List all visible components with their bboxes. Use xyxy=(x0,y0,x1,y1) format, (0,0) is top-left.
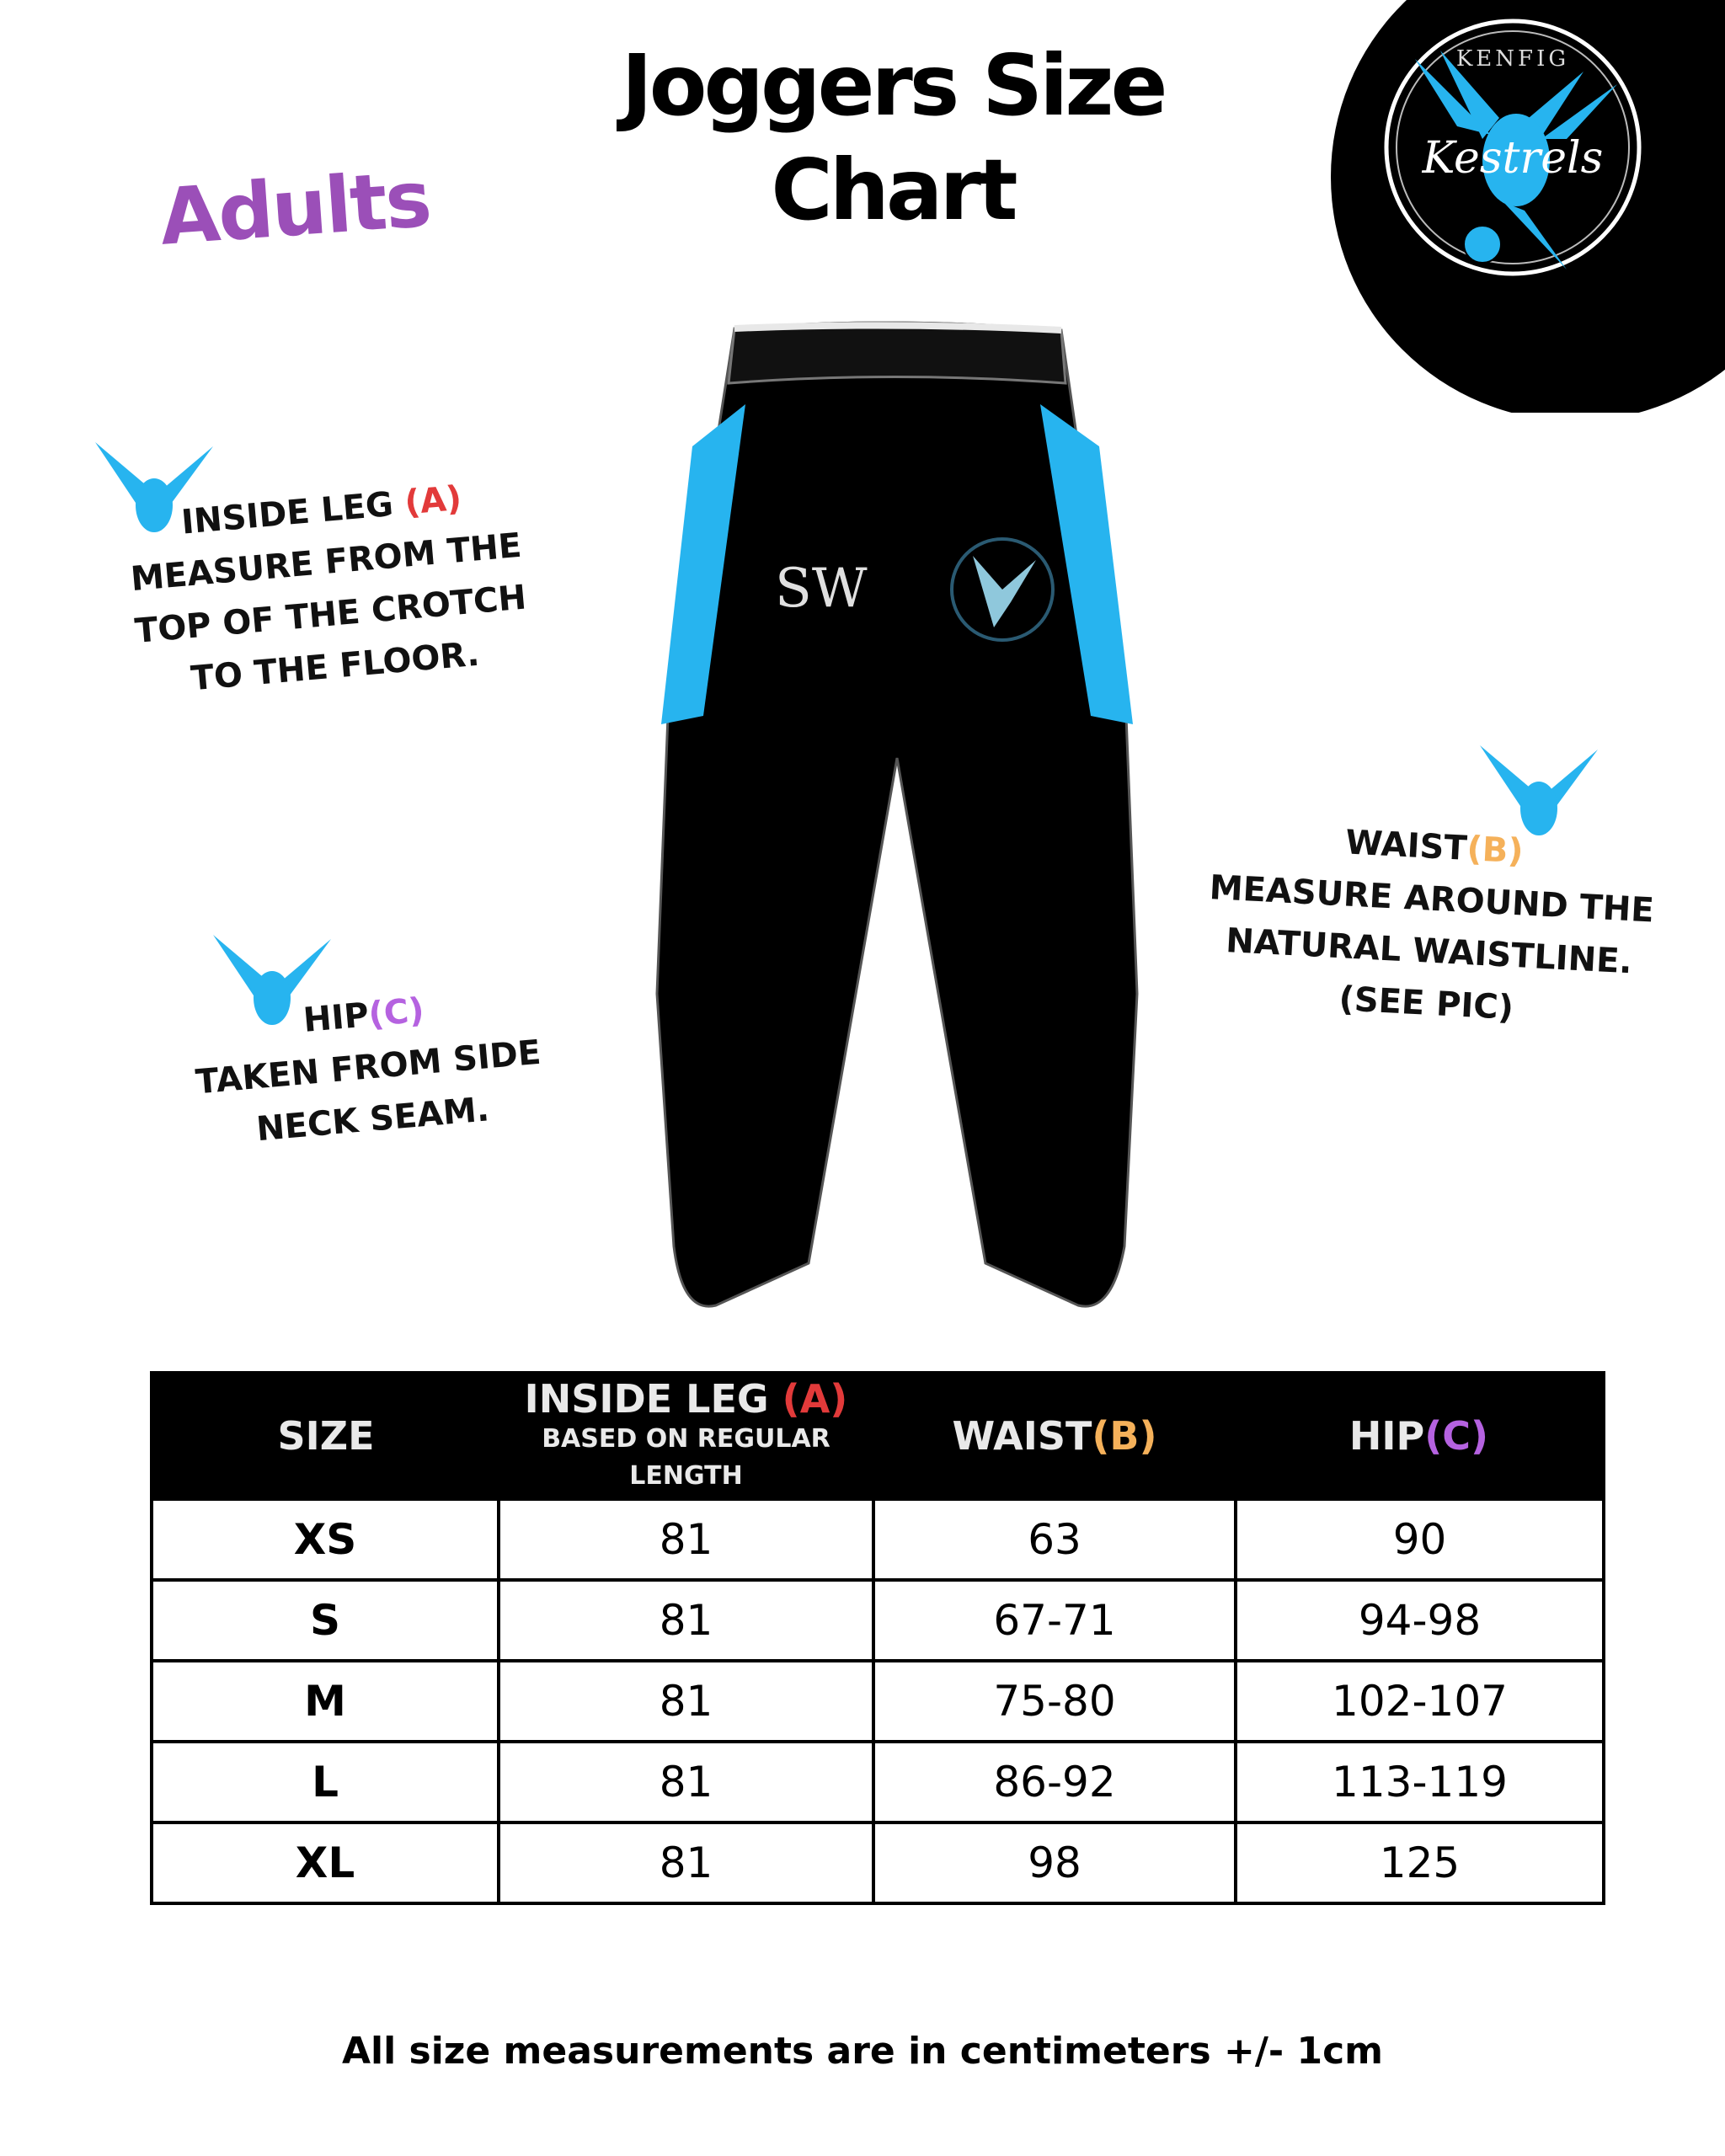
cell-size: XS xyxy=(152,1499,499,1580)
cell-hip: 94-98 xyxy=(1236,1580,1604,1661)
hip-heading: HIP(C) xyxy=(302,990,426,1041)
header-waist: WAIST(B) xyxy=(873,1373,1236,1499)
cell-waist: 86-92 xyxy=(873,1742,1236,1822)
measurement-footnote: All size measurements are in centimeters +/- 1cm xyxy=(341,2030,1384,2073)
logo-top-text: KENFIG xyxy=(1455,46,1570,72)
cell-hip: 125 xyxy=(1236,1822,1604,1903)
table-row xyxy=(152,1661,1604,1742)
cell-hip: 90 xyxy=(1236,1499,1604,1580)
cell-waist: 67-71 xyxy=(873,1580,1236,1661)
inside-leg-note xyxy=(101,466,556,712)
table-row xyxy=(152,1822,1604,1903)
title-line-2: Chart xyxy=(771,141,1015,239)
cell-size: XL xyxy=(152,1822,499,1903)
category-label: Adults xyxy=(157,153,433,263)
table-row xyxy=(152,1580,1604,1661)
cell-waist: 63 xyxy=(873,1499,1236,1580)
hip-line-1: TAKEN FROM SIDE xyxy=(194,1033,542,1102)
waist-note xyxy=(1185,808,1675,1042)
header-hip: HIP(C) xyxy=(1236,1373,1604,1499)
header-size: SIZE xyxy=(152,1373,499,1499)
cell-waist: 98 xyxy=(873,1822,1236,1903)
cell-inside-leg: 81 xyxy=(499,1742,873,1822)
cell-size: M xyxy=(152,1661,499,1742)
pants-initials: SW xyxy=(775,558,868,620)
cell-waist: 75-80 xyxy=(873,1661,1236,1742)
cell-hip: 113-119 xyxy=(1236,1742,1604,1822)
netball-icon xyxy=(1464,226,1501,263)
page-title xyxy=(505,34,1280,243)
joggers-illustration xyxy=(640,320,1162,1322)
inside-leg-line-1: MEASURE FROM THE xyxy=(129,526,523,600)
logo-script-text: Kestrels xyxy=(1422,133,1604,184)
cell-inside-leg: 81 xyxy=(499,1822,873,1903)
hip-line-2: NECK SEAM. xyxy=(254,1090,491,1150)
cell-hip: 102-107 xyxy=(1236,1661,1604,1742)
waist-line-3: (SEE PIC) xyxy=(1338,979,1515,1028)
hip-note xyxy=(168,973,568,1162)
table-row xyxy=(152,1499,1604,1580)
waist-line-2: NATURAL WAISTLINE. xyxy=(1225,921,1633,982)
cell-inside-leg: 81 xyxy=(499,1499,873,1580)
cell-size: L xyxy=(152,1742,499,1822)
inside-leg-line-3: TO THE FLOOR. xyxy=(189,634,481,699)
table-row xyxy=(152,1742,1604,1822)
inside-leg-line-2: TOP OF THE CROTCH xyxy=(133,578,528,651)
cell-size: S xyxy=(152,1580,499,1661)
table-header-row xyxy=(152,1373,1604,1499)
cell-inside-leg: 81 xyxy=(499,1661,873,1742)
header-inside-leg: INSIDE LEG (A) BASED ON REGULAR LENGTH xyxy=(499,1373,873,1499)
waist-heading: WAIST(B) xyxy=(1344,823,1525,872)
inside-leg-heading: INSIDE LEG (A) xyxy=(179,478,463,542)
kenfig-kestrels-logo xyxy=(1314,0,1725,413)
waist-line-1: MEASURE AROUND THE xyxy=(1208,867,1655,931)
cell-inside-leg: 81 xyxy=(499,1580,873,1661)
title-line-1: Joggers Size xyxy=(621,36,1165,135)
size-table xyxy=(150,1371,1605,1905)
